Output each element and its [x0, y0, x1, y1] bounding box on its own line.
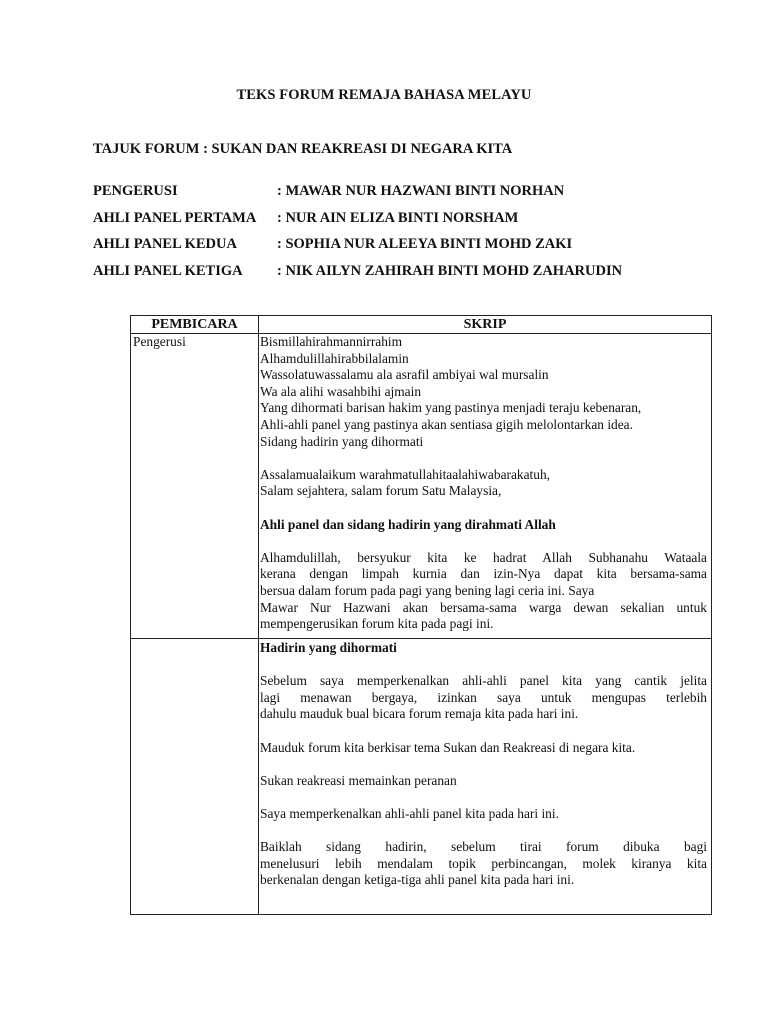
script-line: Bismillahirahmannirrahim	[260, 334, 403, 349]
role-value: : SOPHIA NUR ALEEYA BINTI MOHD ZAKI	[277, 236, 573, 253]
speaker-cell: Pengerusi	[131, 334, 259, 639]
script-table	[130, 315, 712, 915]
script-cell	[259, 334, 712, 639]
role-row	[93, 263, 622, 290]
script-line: berkenalan dengan ketiga-tiga ahli panel kita pada hari ini.	[260, 872, 575, 888]
speaker-cell	[131, 639, 259, 915]
script-line: Sebelum saya memperkenalkan ahli-ahli panel kita yang cantik jelita	[260, 673, 707, 689]
table-row	[131, 639, 712, 915]
script-line: Wa ala alihi wasahbihi ajmain	[260, 383, 422, 399]
script-line: Sukan reakreasi memainkan peranan	[260, 772, 457, 788]
role-row	[93, 183, 622, 210]
script-line: Mawar Nur Hazwani akan bersama-sama warga dewan sekalian untuk	[260, 599, 707, 615]
script-line: kerana dengan limpah kurnia dan izin-Nya dapat kita bersama-sama	[260, 566, 707, 582]
script-line: Baiklah sidang hadirin, sebelum tirai forum dibuka bagi	[260, 839, 707, 855]
script-line: bersua dalam forum pada pagi yang bening lagi ceria ini. Saya	[260, 582, 595, 598]
role-value: : NUR AIN ELIZA BINTI NORSHAM	[277, 209, 519, 226]
script-line: Alhamdulillahirabbilalamin	[260, 350, 409, 366]
role-value: : NIK AILYN ZAHIRAH BINTI MOHD ZAHARUDIN	[277, 262, 623, 279]
script-heading: Ahli panel dan sidang hadirin yang dirahmati Allah	[260, 516, 556, 532]
script-line: dahulu mauduk bual bicara forum remaja kita pada hari ini.	[260, 706, 579, 722]
role-row	[93, 236, 622, 263]
table-header-row	[131, 316, 712, 334]
role-label: AHLI PANEL KEDUA	[93, 236, 237, 253]
table-row	[131, 334, 712, 639]
script-line: Saya memperkenalkan ahli-ahli panel kita pada hari ini.	[260, 805, 559, 821]
header-speaker: PEMBICARA	[131, 316, 259, 334]
role-row	[93, 210, 622, 237]
role-label: AHLI PANEL PERTAMA	[93, 209, 257, 226]
script-line: Sidang hadirin yang dihormati	[260, 433, 424, 449]
script-line: Alhamdulillah, bersyukur kita ke hadrat Allah Subhanahu Wataala	[260, 549, 707, 565]
script-line: Assalamualaikum warahmatullahitaalahiwabarakatuh,	[260, 466, 551, 482]
script-line: Wassolatuwassalamu ala asrafil ambiyai wal mursalin	[260, 367, 549, 383]
role-list	[93, 183, 622, 289]
script-cell	[259, 639, 712, 915]
role-label: AHLI PANEL KETIGA	[93, 262, 243, 279]
document-title: TEKS FORUM REMAJA BAHASA MELAYU	[236, 87, 532, 103]
script-line: lagi menawan bergaya, izinkan saya untuk mengupas terlebih	[260, 689, 707, 705]
script-line: Mauduk forum kita berkisar tema Sukan dan Reakreasi di negara kita.	[260, 739, 636, 755]
script-line: Salam sejahtera, salam forum Satu Malaysia,	[260, 483, 502, 499]
script-line: mempengerusikan forum kita pada pagi ini.	[260, 616, 494, 632]
role-label: PENGERUSI	[93, 183, 178, 199]
script-line: Ahli-ahli panel yang pastinya akan sentiasa gigih melolontarkan idea.	[260, 416, 633, 432]
header-script: SKRIP	[259, 316, 712, 334]
role-value: : MAWAR NUR HAZWANI BINTI NORHAN	[277, 183, 565, 199]
script-line: menelusuri lebih mendalam topik perbincangan, molek kiranya kita	[260, 855, 707, 871]
script-line: Yang dihormati barisan hakim yang pastinya menjadi teraju kebenaran,	[260, 400, 642, 416]
script-heading: Hadirin yang dihormati	[260, 640, 397, 655]
forum-topic: TAJUK FORUM : SUKAN DAN REAKREASI DI NEGARA KITA	[93, 141, 513, 157]
